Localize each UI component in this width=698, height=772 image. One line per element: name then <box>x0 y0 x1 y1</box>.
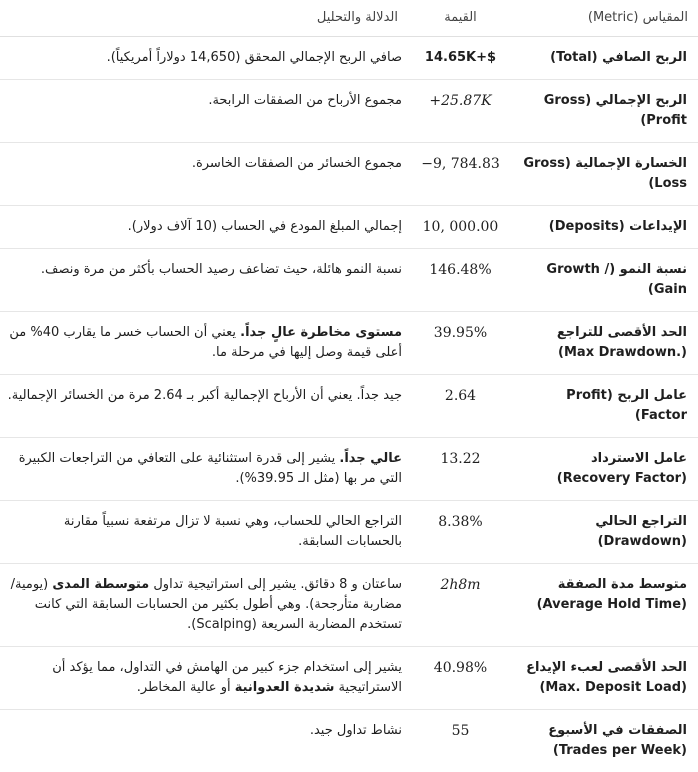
metric-cell: الحد الأقصى للتراجع (.Max Drawdown) <box>513 312 698 375</box>
analysis-text-pre: يشير إلى استخدام جزء كبير من الهامش في التداول، مما يؤكد أن الاستراتيجية <box>52 660 402 695</box>
table-header-row <box>0 0 698 37</box>
metric-cell: الحد الأقصى لعبء الإيداع (Max. Deposit Load) <box>513 647 698 710</box>
analysis-cell <box>0 564 408 647</box>
metric-cell: الخسارة الإجمالية (Gross Loss) <box>513 143 698 206</box>
analysis-cell: نشاط تداول جيد. <box>0 710 408 772</box>
table-row <box>0 438 698 501</box>
analysis-cell <box>0 647 408 710</box>
table-row <box>0 710 698 772</box>
analysis-cell: مجموع الأرباح من الصفقات الرابحة. <box>0 80 408 143</box>
analysis-text-pre: ساعتان و 8 دقائق. يشير إلى استراتيجية تداول <box>149 577 402 592</box>
header-metric: المقياس (Metric) <box>513 0 698 37</box>
analysis-cell: جيد جداً. يعني أن الأرباح الإجمالية أكبر بـ 2.64 مرة من الخسائر الإجمالية. <box>0 375 408 438</box>
metric-cell: عامل الربح (Profit Factor) <box>513 375 698 438</box>
value-cell: −9, 784.83 <box>408 143 513 206</box>
analysis-emphasis: مستوى مخاطرة عالٍ جداً. <box>240 325 402 340</box>
analysis-cell <box>0 312 408 375</box>
metric-cell: عامل الاسترداد (Recovery Factor) <box>513 438 698 501</box>
analysis-cell: التراجع الحالي للحساب، وهي نسبة لا تزال مرتفعة نسبياً مقارنة بالحسابات السابقة. <box>0 501 408 564</box>
table-row <box>0 564 698 647</box>
analysis-text: أو عالية المخاطر. <box>137 680 235 695</box>
analysis-text: يشير إلى قدرة استثنائية على التعافي من التراجعات الكبيرة التي مر بها (مثل الـ 39.95%). <box>19 451 402 486</box>
table-row <box>0 206 698 249</box>
metric-cell: الإيداعات (Deposits) <box>513 206 698 249</box>
value-cell: 13.22 <box>408 438 513 501</box>
table-row <box>0 249 698 312</box>
table-row <box>0 647 698 710</box>
analysis-emphasis: عالي جداً. <box>339 451 402 466</box>
analysis-cell: مجموع الخسائر من الصفقات الخاسرة. <box>0 143 408 206</box>
analysis-text: (يومية/ مضاربة متأرجحة). وهي أطول بكثير من الحسابات السابقة التي كانت تستخدم المضاربة السريعة (Scalping). <box>11 577 402 632</box>
analysis-text: يعني أن الحساب خسر ما يقارب 40% من أعلى قيمة وصل إليها في مرحلة ما. <box>9 325 402 360</box>
table-row <box>0 312 698 375</box>
analysis-cell: إجمالي المبلغ المودع في الحساب (10 آلاف دولار). <box>0 206 408 249</box>
table-row <box>0 37 698 80</box>
value-cell: 40.98% <box>408 647 513 710</box>
analysis-emphasis: شديدة العدوانية <box>235 680 335 695</box>
value-cell: 146.48% <box>408 249 513 312</box>
table-row <box>0 143 698 206</box>
analysis-cell <box>0 438 408 501</box>
value-cell: 2h8m <box>408 564 513 647</box>
analysis-emphasis: متوسطة المدى <box>52 577 149 592</box>
value-cell: 55 <box>408 710 513 772</box>
header-value: القيمة <box>408 0 513 37</box>
header-analysis: الدلالة والتحليل <box>0 0 408 37</box>
value-cell: 39.95% <box>408 312 513 375</box>
value-cell: 8.38% <box>408 501 513 564</box>
metric-cell: التراجع الحالي (Drawdown) <box>513 501 698 564</box>
metric-cell: متوسط مدة الصفقة (Average Hold Time) <box>513 564 698 647</box>
analysis-cell: نسبة النمو هائلة، حيث تضاعف رصيد الحساب بأكثر من مرة ونصف. <box>0 249 408 312</box>
value-cell: 14.65K+$ <box>408 37 513 80</box>
table-row <box>0 80 698 143</box>
value-cell: +25.87K <box>408 80 513 143</box>
value-cell: 10, 000.00 <box>408 206 513 249</box>
metric-cell: الصفقات في الأسبوع (Trades per Week) <box>513 710 698 772</box>
metric-cell: الربح الإجمالي (Gross Profit) <box>513 80 698 143</box>
table-row <box>0 501 698 564</box>
metric-cell: الربح الصافي (Total) <box>513 37 698 80</box>
table-row <box>0 375 698 438</box>
metric-cell: نسبة النمو (/ Growth Gain) <box>513 249 698 312</box>
analysis-cell: صافي الربح الإجمالي المحقق (14,650 دولاراً أمريكياً). <box>0 37 408 80</box>
value-cell: 2.64 <box>408 375 513 438</box>
